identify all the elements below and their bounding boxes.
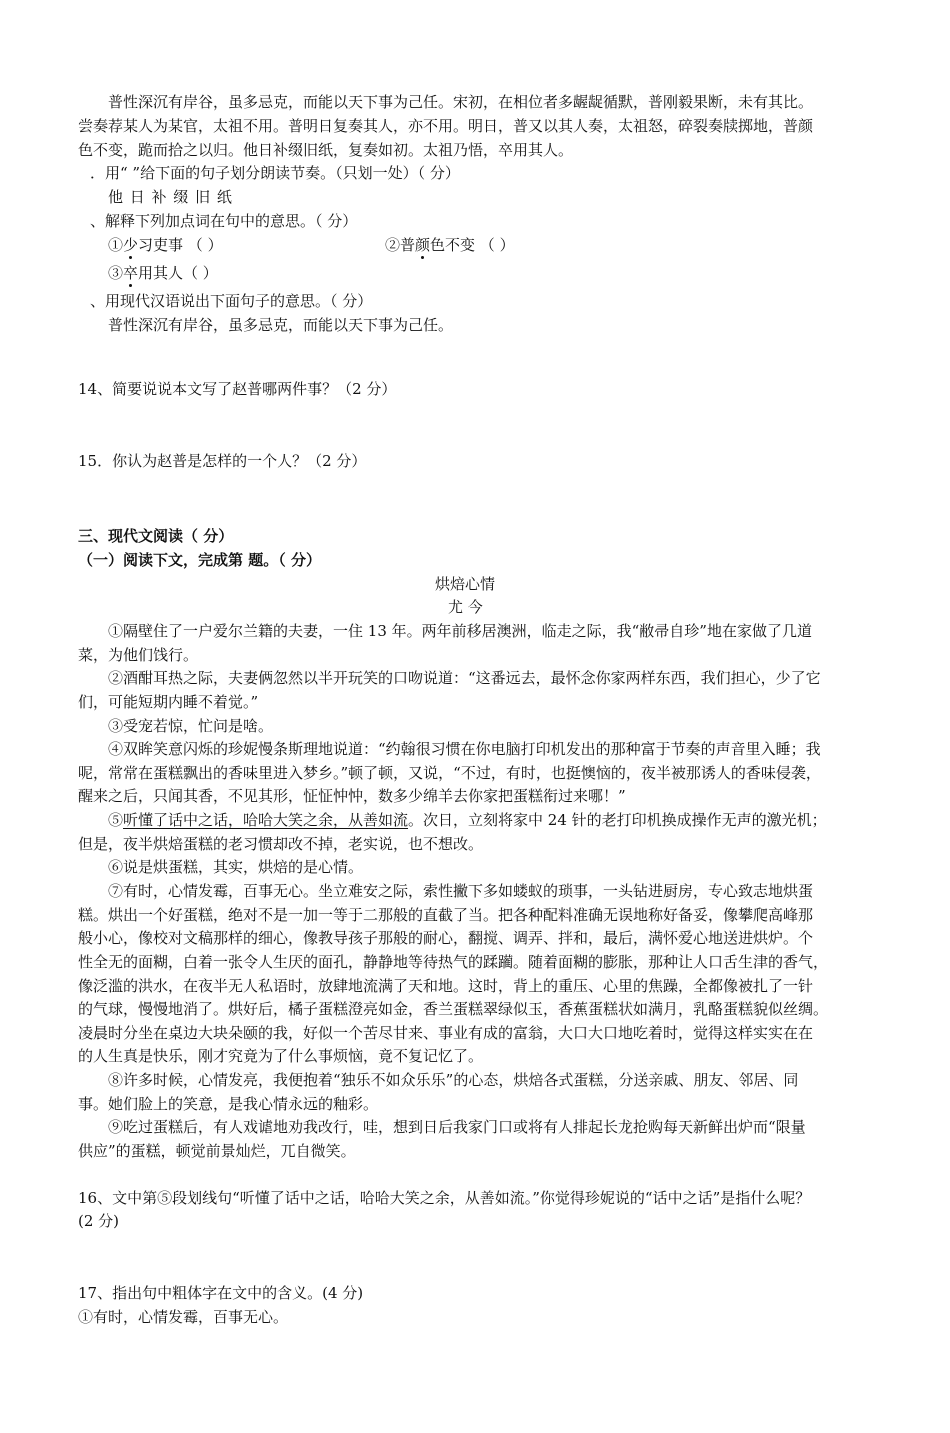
question-rhythm-sentence: 他 日 补 缀 旧 纸 [108, 188, 233, 206]
article-line: ④双眸笑意闪烁的珍妮慢条斯理地说道：“约翰很习惯在你电脑打印机发出的那种富于节奏的声音里入睡；我 [108, 740, 821, 758]
article-line: 们，可能短期内睡不着觉。” [78, 693, 259, 711]
passage-line: 色不变，跪而拾之以归。他日补缀旧纸，复奏如初。太祖乃悟，卒用其人。 [78, 141, 574, 159]
article-line: 菜，为他们饯行。 [78, 646, 199, 664]
article-line: ⑨吃过蛋糕后，有人戏谑地劝我改行，哇，想到日后我家门口或将有人排起长龙抢购每天新鲜出炉而“限量 [108, 1118, 806, 1136]
article-line: ⑧许多时候，心情发亮，我便抱着“独乐不如众乐乐”的心态，烘焙各式蛋糕，分送亲戚、朋友、邻居、同 [108, 1071, 799, 1089]
explain-item-3 [108, 264, 218, 283]
article-line: 醒来之后，只闻其香，不见其形，怔怔忡忡，数多少绵羊去你家把蛋糕衔过来哪！” [78, 787, 626, 805]
question-17-item: ①有时，心情发霉，百事无心。 [78, 1308, 289, 1326]
explain-item-1-post: 习吏事 （ ） [138, 236, 223, 254]
paragraph-number: ⑤ [108, 811, 124, 829]
question-translate-sentence: 普性深沉有岸谷，虽多忌克，而能以天下事为己任。 [108, 316, 454, 334]
question-16: 16、文中第⑤段划线句“听懂了话中之话，哈哈大笑之余，从善如流。”你觉得珍妮说的“话中之话”是指什么呢？ [78, 1189, 811, 1207]
article-line: 的气球，慢慢地消了。烘好后，橘子蛋糕澄亮如金，香兰蛋糕翠绿似玉，香蕉蛋糕状如满月，乳酪蛋糕貌似丝绸。 [78, 1000, 829, 1018]
question-translate-prompt: 、用现代汉语说出下面句子的意思。（ 分） [90, 292, 373, 310]
dotted-char: 颜 [415, 236, 431, 254]
dotted-char: 卒 [123, 264, 139, 282]
section-title: 三、现代文阅读（ 分） [78, 527, 234, 545]
article-line: ⑥说是烘蛋糕，其实，烘焙的是心情。 [108, 858, 364, 876]
article-line: 般小心，像校对文稿那样的细心，像教导孩子那般的耐心，翻搅、调弄、拌和，最后，满怀爱心地送进烘炉。个 [78, 929, 814, 947]
article-line: 像泛滥的洪水，在夜半无人私语时，放肆地流满了天和地。这时，背上的重压、心里的焦躁，全都像被扎了一针 [78, 977, 814, 995]
question-rhythm-prompt: ．用“ ”给下面的句子划分朗读节奏。（只划一处）（ 分） [90, 164, 460, 182]
article-line: 供应”的蛋糕，顿觉前景灿烂，兀自微笑。 [78, 1142, 356, 1160]
question-16-score: (2 分) [78, 1212, 120, 1230]
question-explain-prompt: 、解释下列加点词在句中的意思。（ 分） [90, 212, 358, 230]
dotted-char: 少 [123, 236, 139, 254]
article-author: 尤 今 [448, 598, 483, 616]
explain-item-1 [108, 236, 223, 255]
article-line: 糕。烘出一个好蛋糕，绝对不是一加一等于二那般的直截了当。把各种配料准确无误地称好备妥，像攀爬高峰那 [78, 906, 814, 924]
explain-item-3-post: 用其人（ ） [138, 264, 218, 282]
article-line-rest: 。次日，立刻将家中 24 针的老打印机换成操作无声的激光机； [408, 811, 827, 829]
article-line: ⑦有时，心情发霉，百事无心。坐立难安之际，索性撇下多如蝼蚁的琐事，一头钻进厨房，专心致志地烘蛋 [108, 882, 814, 900]
explain-item-1-pre: ① [108, 236, 124, 254]
article-line: ①隔壁住了一户爱尔兰籍的夫妻，一住 13 年。两年前移居澳洲，临走之际，我“敝帚自珍”地在家做了几道 [108, 622, 812, 640]
article-line: 的人生真是快乐，刚才究竟为了什么事烦恼，竟不复记忆了。 [78, 1047, 484, 1065]
article-line: 性全无的面糊，白着一张令人生厌的面孔，静静地等待热气的蹂躏。随着面糊的膨胀，那种让人口舌生津的香气， [78, 953, 829, 971]
article-line: ②酒酣耳热之际，夫妻俩忽然以半开玩笑的口吻说道：“这番远去，最怀念你家两样东西，我们担心，少了它 [108, 669, 821, 687]
question-17: 17、指出句中粗体字在文中的含义。(4 分) [78, 1284, 364, 1302]
underlined-sentence: 听懂了话中之话，哈哈大笑之余，从善如流 [123, 811, 409, 829]
passage-line: 尝奏荐某人为某官，太祖不用。普明日复奏其人，亦不用。明日，普又以其人奏，太祖怒，碎裂奏牍掷地，普颜 [78, 117, 814, 135]
article-line: 凌晨时分坐在桌边大块朵颐的我，好似一个苦尽甘来、事业有成的富翁，大口大口地吃着时，觉得这样实实在在 [78, 1024, 814, 1042]
article-line: ③受宠若惊，忙问是啥。 [108, 717, 274, 735]
explain-item-3-pre: ③ [108, 264, 124, 282]
passage-line: 普性深沉有岸谷，虽多忌克，而能以天下事为己任。宋初，在相位者多龌龊循默，普刚毅果断，未有其比。 [108, 93, 814, 111]
article-line: 呢，常常在蛋糕飘出的香味里进入梦乡。”顿了顿，又说，“不过，有时，也挺懊恼的，夜半被那诱人的香味侵袭， [78, 764, 821, 782]
explain-item-2-post: 色不变 （ ） [430, 236, 515, 254]
article-line: 但是，夜半烘焙蛋糕的老习惯却改不掉，老实说，也不想改。 [78, 835, 484, 853]
section-subtitle: （一）阅读下文，完成第 题。（ 分） [78, 551, 321, 569]
explain-item-2 [385, 236, 515, 255]
question-15: 15．你认为赵普是怎样的一个人？（2 分） [78, 452, 367, 470]
article-line [108, 811, 827, 830]
article-line: 事。她们脸上的笑意，是我心情永远的釉彩。 [78, 1095, 379, 1113]
article-title: 烘焙心情 [435, 575, 496, 593]
question-14: 14、简要说说本文写了赵普哪两件事？（2 分） [78, 380, 397, 398]
explain-item-2-pre: ②普 [385, 236, 416, 254]
